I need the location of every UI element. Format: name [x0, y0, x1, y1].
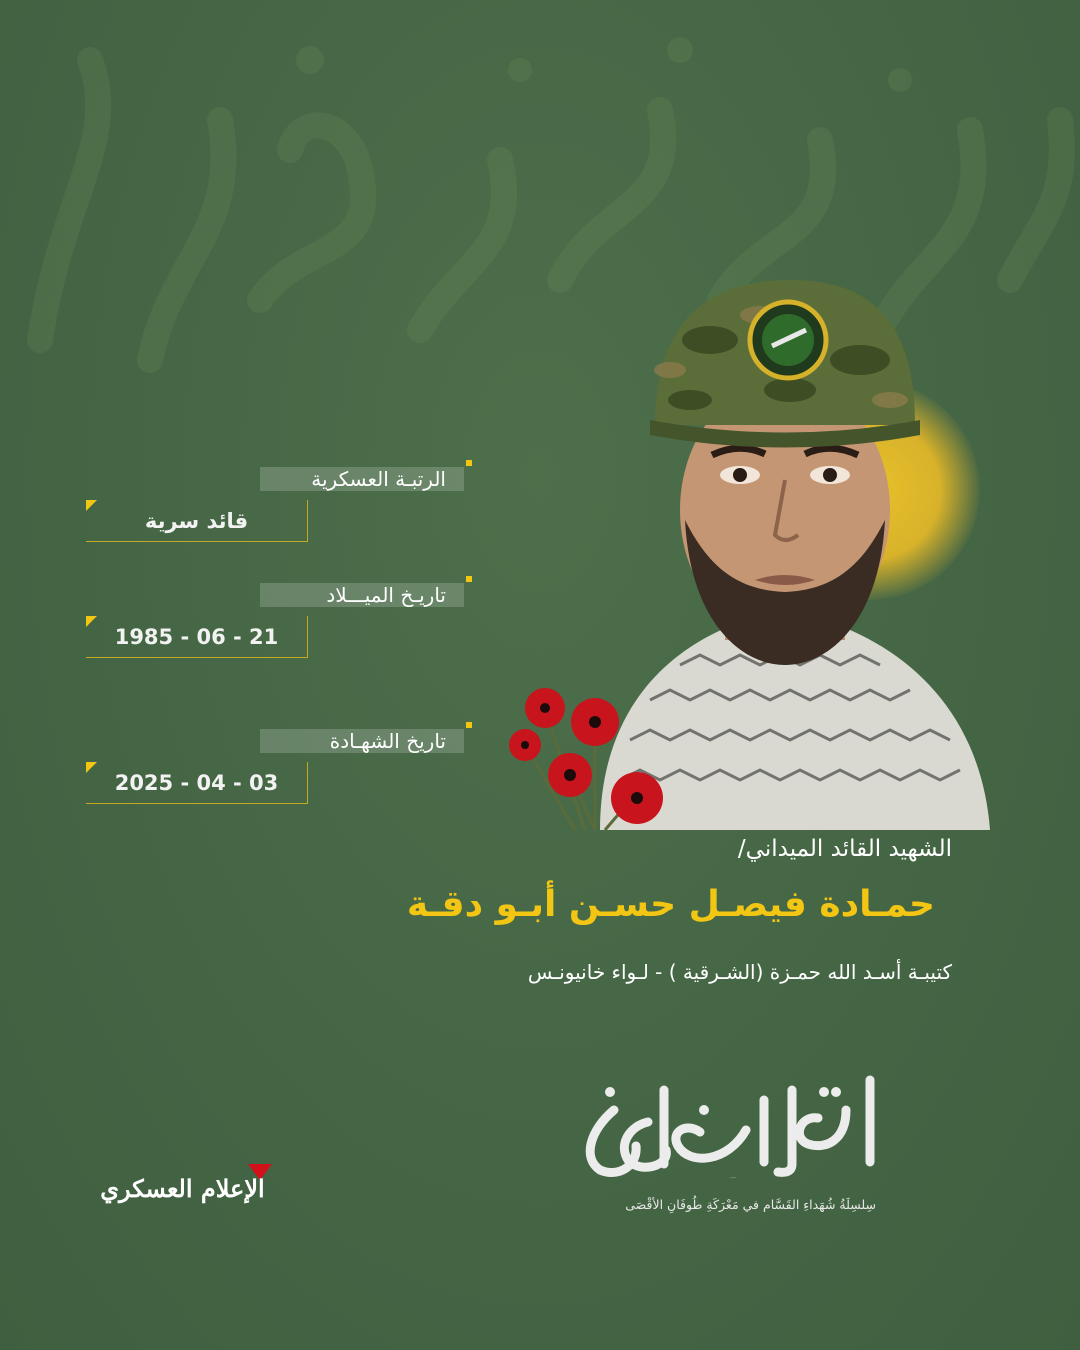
- martyr-name: حمـادة فيصـل حسـن أبـو دقـة: [406, 884, 935, 925]
- martyr-unit: كتيبـة أسـد الله حمـزة (الشـرقية ) - لـواء خانيونـس: [527, 960, 952, 984]
- martyrdom-date-text: 2025 - 04 - 03: [114, 771, 279, 795]
- rank-value-text: قائد سرية: [144, 509, 249, 533]
- label-marker: [466, 722, 472, 728]
- label-marker: [466, 576, 472, 582]
- martyrdom-value: [86, 762, 308, 804]
- birth-value: [86, 616, 308, 658]
- rank-label: الرتبـة العسكرية: [260, 467, 464, 491]
- series-logo: [578, 1070, 888, 1180]
- series-subtitle: سِلسِلَةُ شُهَداءِ القَسَّام في مَعْرَكَةِ طُوفَانِ الأقْصَى: [625, 1197, 876, 1212]
- rank-value: [86, 500, 308, 542]
- martyrdom-label: تاريخ الشهـادة: [260, 729, 464, 753]
- series-title-text: أقمار الطوفان: [730, 1178, 736, 1179]
- birth-label: تاريـخ الميـــلاد: [260, 583, 464, 607]
- media-logo-text: الإعلام العسكري: [100, 1174, 265, 1203]
- martyr-title: الشهيد القائد الميداني/: [737, 836, 952, 862]
- birth-date-text: 1985 - 06 - 21: [114, 625, 279, 649]
- red-poppy-icon: [495, 680, 695, 840]
- label-marker: [466, 460, 472, 466]
